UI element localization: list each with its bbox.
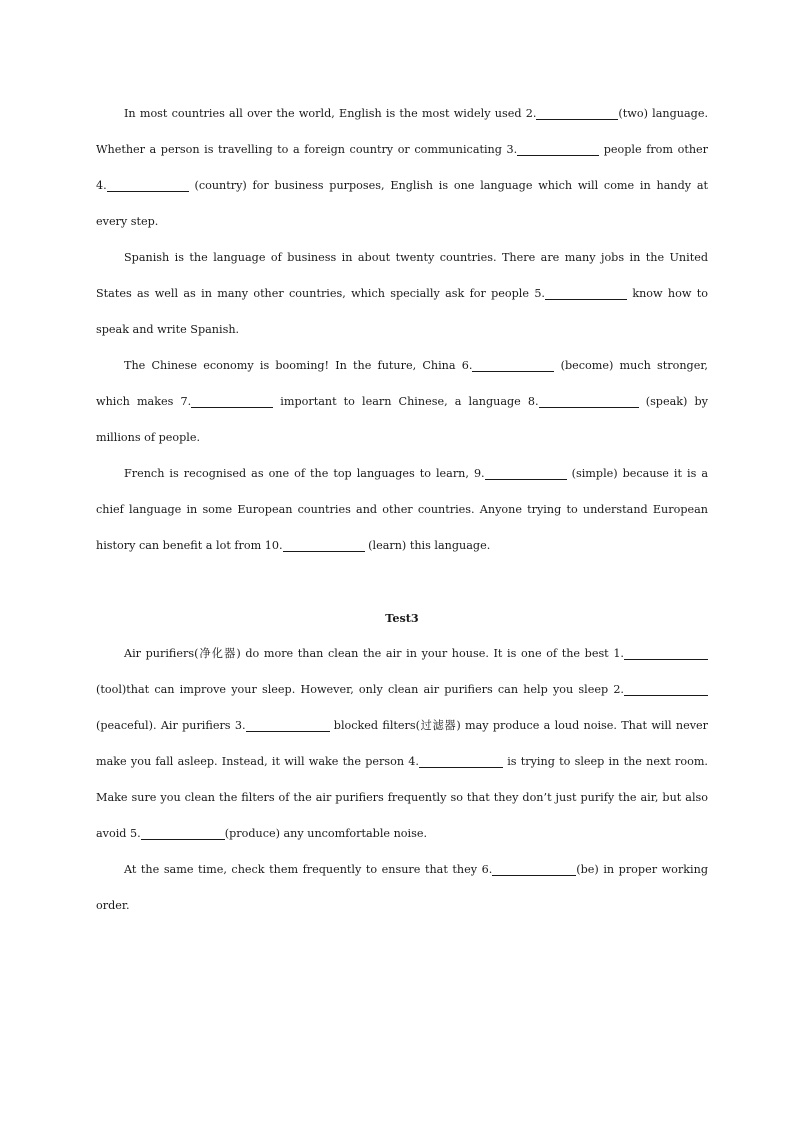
answer-blank-3[interactable]: [517, 141, 599, 156]
blank-number: 10.: [264, 539, 283, 552]
test2-paragraph-2: [96, 240, 708, 348]
answer-blank-t3-1[interactable]: [624, 645, 708, 660]
blank-number: 3.: [234, 719, 246, 732]
answer-blank-t3-5[interactable]: [141, 825, 225, 840]
text: people from other: [599, 143, 708, 156]
document-page: [96, 96, 708, 924]
blank-number: 3.: [506, 143, 518, 156]
answer-blank-6[interactable]: [472, 357, 554, 372]
section-spacer: [96, 564, 708, 600]
text: important to learn Chinese, a language: [273, 395, 528, 408]
text: (speak) by millions of people.: [96, 395, 708, 444]
text: blocked filters(过滤器) may produce a loud noise. That will never make you fall asleep. Instead, it will wake the person: [96, 719, 709, 768]
test2-paragraph-1: [96, 96, 708, 240]
blank-number: 8.: [527, 395, 539, 408]
answer-blank-t3-6[interactable]: [492, 861, 576, 876]
text: (simple) because it is a chief language in some European countries and other countries. Anyone trying to understand European history can benefit a lot from: [96, 467, 708, 552]
text: know how to speak and write Spanish.: [96, 287, 708, 336]
answer-blank-2[interactable]: [536, 105, 618, 120]
answer-blank-t3-4[interactable]: [419, 753, 503, 768]
text: (country) for business purposes, English is one language which will come in handy at every step.: [96, 179, 708, 228]
text: (produce) any uncomfortable noise.: [224, 827, 428, 840]
blank-number: 6.: [461, 359, 473, 372]
answer-blank-5[interactable]: [545, 285, 627, 300]
test3-paragraph-1: [96, 636, 708, 852]
text: Air purifiers(净化器) do more than clean the air in your house. It is one of the best: [124, 647, 614, 660]
blank-number: 2.: [525, 107, 537, 120]
blank-number: 5.: [534, 287, 545, 300]
text: At the same time, check them frequently to ensure that they: [124, 863, 482, 876]
blank-number: 4.: [408, 755, 419, 768]
test3-paragraph-2: [96, 852, 708, 924]
text: Spanish is the language of business in about twenty countries. There are many jobs in the United States as well as in many other countries, which specially ask for people: [96, 251, 708, 300]
text: (tool)that can improve your sleep. However, only clean air purifiers can help you sleep: [96, 683, 614, 696]
text: (be) in proper working order.: [96, 863, 708, 912]
text: (learn) this language.: [364, 539, 491, 552]
text: (become) much stronger, which makes: [96, 359, 708, 408]
answer-blank-10[interactable]: [283, 537, 365, 552]
test2-paragraph-3: [96, 348, 708, 456]
blank-number: 7.: [180, 395, 192, 408]
blank-number: 4.: [96, 179, 107, 192]
text: French is recognised as one of the top languages to learn,: [124, 467, 474, 480]
blank-number: 5.: [130, 827, 141, 840]
answer-blank-8[interactable]: [539, 393, 639, 408]
test3-heading: Test3: [385, 611, 419, 625]
blank-number: 1.: [613, 647, 624, 660]
answer-blank-7[interactable]: [191, 393, 273, 408]
blank-number: 9.: [473, 467, 485, 480]
test2-paragraph-4: [96, 456, 708, 564]
text: (two) language. Whether a person is travelling to a foreign country or communicating: [96, 107, 709, 156]
answer-blank-9[interactable]: [485, 465, 567, 480]
text: The Chinese economy is booming! In the future, China: [124, 359, 462, 372]
text: is trying to sleep in the next room. Make sure you clean the filters of the air purifiers frequently so that they don’t just purify the air, but also avoid: [96, 755, 708, 840]
answer-blank-t3-3[interactable]: [246, 717, 330, 732]
answer-blank-t3-2[interactable]: [624, 681, 708, 696]
answer-blank-4[interactable]: [107, 177, 189, 192]
blank-number: 2.: [613, 683, 624, 696]
blank-number: 6.: [481, 863, 493, 876]
text: In most countries all over the world, English is the most widely used: [124, 107, 526, 120]
text: (peaceful). Air purifiers: [96, 719, 235, 732]
